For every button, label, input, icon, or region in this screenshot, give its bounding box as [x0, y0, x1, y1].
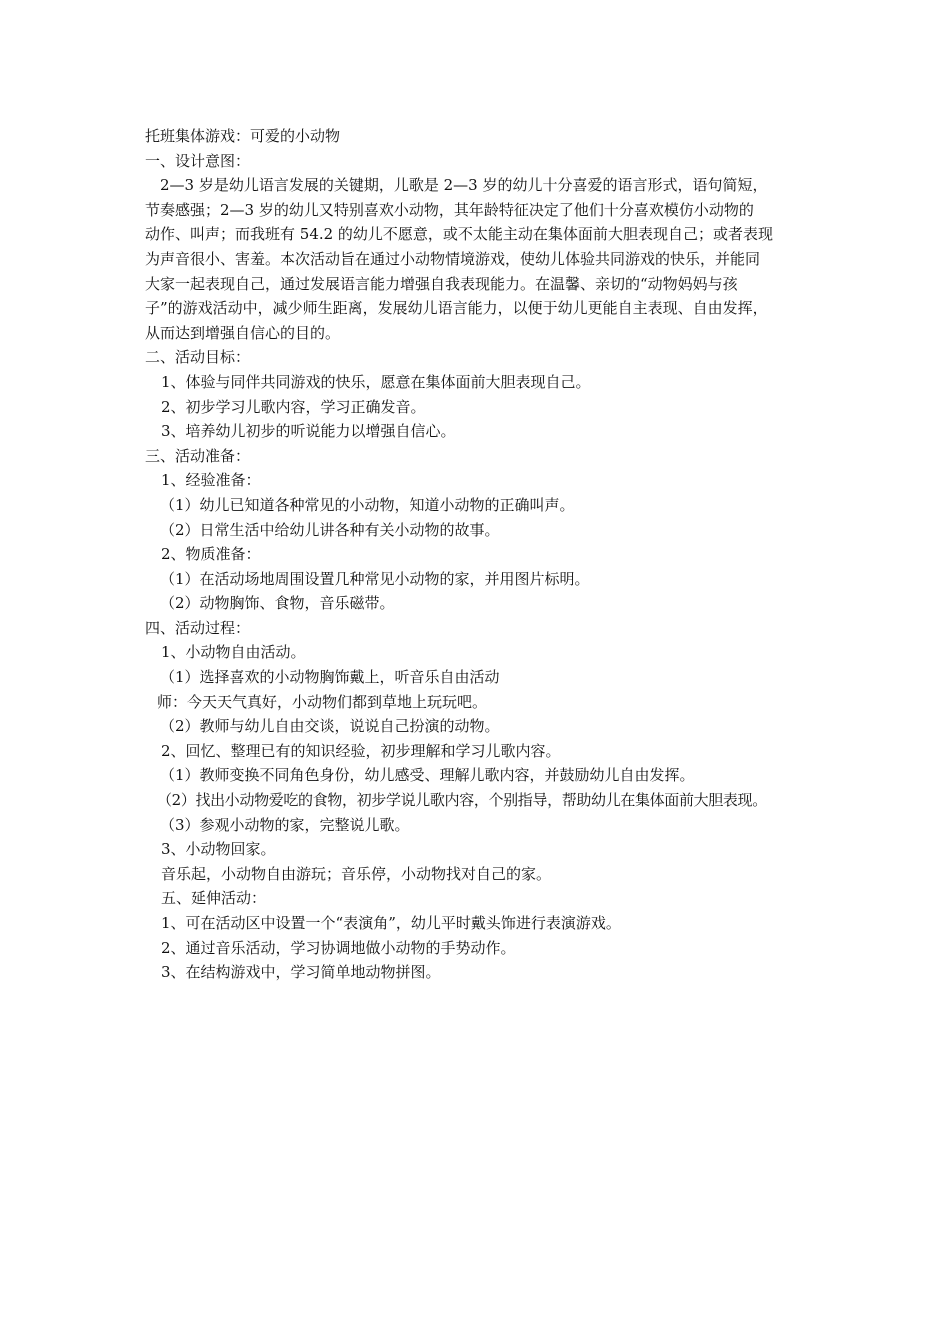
process-teacher-line: 师：今天天气真好，小动物们都到草地上玩玩吧。 [157, 692, 488, 711]
extension-item: 2、通过音乐活动，学习协调地做小动物的手势动作。 [161, 938, 516, 957]
goal-item: 1、体验与同伴共同游戏的快乐，愿意在集体面前大胆表现自己。 [161, 372, 591, 391]
document-title: 托班集体游戏：可爱的小动物 [145, 127, 341, 145]
prep-item: （2）日常生活中给幼儿讲各种有关小动物的故事。 [160, 520, 500, 539]
process-substep: （2）找出小动物爱吃的食物，初步学说儿歌内容，个别指导，帮助幼儿在集体面前大胆表现。 [157, 791, 767, 810]
extension-item: 3、在结构游戏中，学习简单地动物拼图。 [161, 963, 441, 982]
design-line: 节奏感强；2—3 岁的幼儿又特别喜欢小动物，其年龄特征决定了他们十分喜欢模仿小动物的 [145, 200, 754, 219]
section-heading-prep: 三、活动准备： [145, 446, 251, 465]
extension-item: 1、可在活动区中设置一个“表演角”，幼儿平时戴头饰进行表演游戏。 [161, 914, 621, 932]
design-line: 从而达到增强自信心的目的。 [145, 323, 341, 342]
section-heading-goals: 二、活动目标： [145, 348, 251, 367]
process-step: 3、小动物回家。 [161, 840, 276, 859]
process-text: 音乐起，小动物自由游玩；音乐停，小动物找对自己的家。 [161, 864, 552, 883]
process-substep: （3）参观小动物的家，完整说儿歌。 [160, 815, 410, 834]
prep-subheading-material: 2、物质准备： [161, 545, 261, 564]
design-line: 动作、叫声；而我班有 54.2 的幼儿不愿意，或不太能主动在集体面前大胆表现自己；或者表现 [145, 225, 773, 244]
process-step: 2、回忆、整理已有的知识经验，初步理解和学习儿歌内容。 [161, 741, 561, 760]
process-step: 1、小动物自由活动。 [161, 643, 306, 662]
design-line: 为声音很小、害羞。本次活动旨在通过小动物情境游戏，使幼儿体验共同游戏的快乐，并能同 [145, 249, 761, 268]
goal-item: 3、培养幼儿初步的听说能力以增强自信心。 [161, 422, 456, 441]
design-line: 大家一起表现自己，通过发展语言能力增强自我表现能力。在温馨、亲切的“动物妈妈与孩 [145, 274, 738, 293]
process-substep: （2）教师与幼儿自由交谈，说说自己扮演的动物。 [160, 717, 500, 736]
prep-item: （1）在活动场地周围设置几种常见小动物的家，并用图片标明。 [160, 569, 590, 588]
design-paragraph [145, 173, 825, 345]
process-substep: （1）选择喜欢的小动物胸饰戴上，听音乐自由活动 [160, 668, 500, 687]
section-heading-design: 一、设计意图： [145, 151, 251, 170]
section-heading-extension: 五、延伸活动： [161, 889, 267, 908]
design-line: 2—3 岁是幼儿语言发展的关键期，儿歌是 2—3 岁的幼儿十分喜爱的语言形式，语句简短， [145, 176, 768, 195]
design-line: 子”的游戏活动中，减少师生距离，发展幼儿语言能力，以便于幼儿更能自主表现、自由发挥， [145, 299, 768, 318]
prep-item: （1）幼儿已知道各种常见的小动物，知道小动物的正确叫声。 [160, 495, 575, 514]
prep-subheading-experience: 1、经验准备： [161, 471, 261, 490]
goal-item: 2、初步学习儿歌内容，学习正确发音。 [161, 397, 426, 416]
document-body [145, 124, 825, 985]
prep-item: （2）动物胸饰、食物，音乐磁带。 [160, 594, 395, 613]
section-heading-process: 四、活动过程： [145, 618, 251, 637]
process-substep: （1）教师变换不同角色身份，幼儿感受、理解儿歌内容，并鼓励幼儿自由发挥。 [160, 766, 695, 785]
